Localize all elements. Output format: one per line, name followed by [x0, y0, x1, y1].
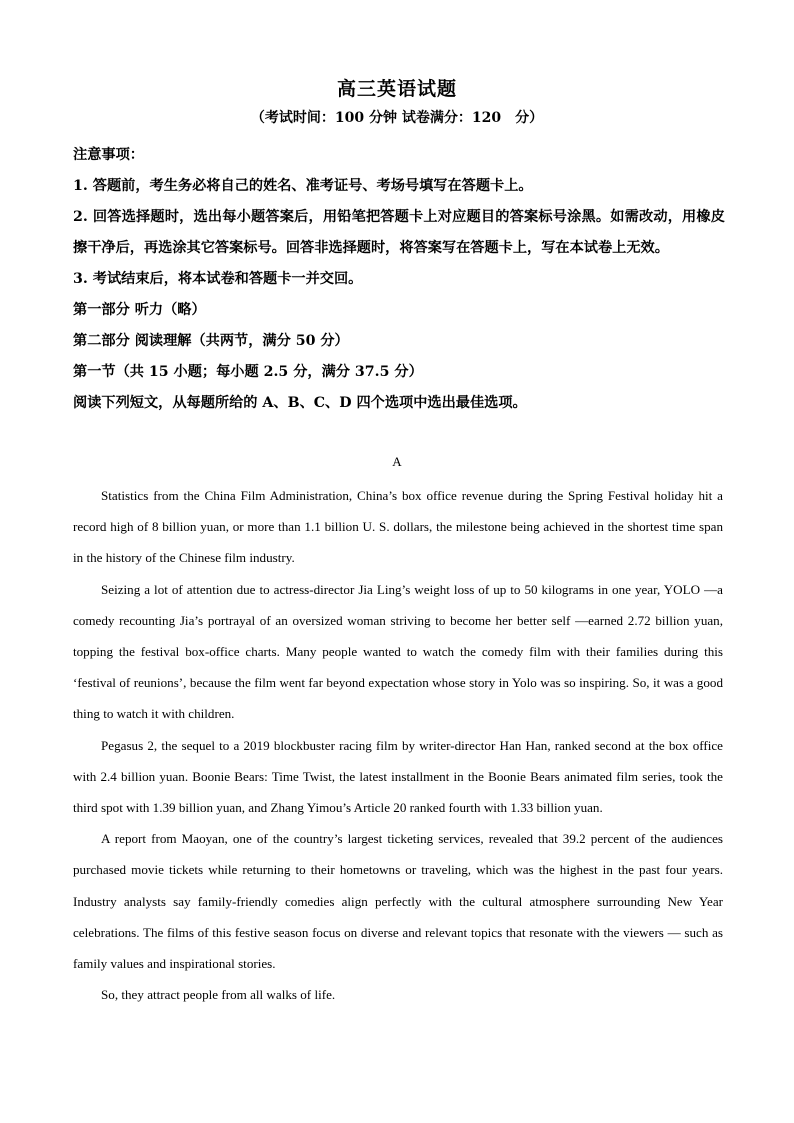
note-item-1: 1. 答题前，考生务必将自己的姓名、准考证号、考场号填写在答题卡上。 — [73, 178, 533, 194]
passage-paragraph-1: Statistics from the China Film Administration, China’s box office revenue during the Spring Festival holiday hit a record high of 8 billion yuan, or more than 1.1 billion U. S. dollars, the milestone being achieved in the shortest time span in the history of the Chinese film industry. — [73, 488, 723, 566]
part2-heading: 第二部分 阅读理解（共两节，满分 50 分） — [73, 333, 349, 349]
passage-paragraph-4: A report from Maoyan, one of the country’s largest ticketing services, revealed that 39.2 percent of the audiences purchased movie tickets while returning to their hometowns or traveling, which was the highest in the past four years. Industry analysts say family-friendly comedies align perfectly with the cultural atmosphere surrounding New Year celebrations. The films of this festive season focus on diverse and relevant topics that resonate with the viewers — such as family values and inspirational stories. — [73, 831, 723, 972]
passage-a — [73, 480, 723, 1010]
part1-heading: 第一部分 听力（略） — [73, 302, 206, 318]
notes-heading: 注意事项： — [73, 147, 144, 163]
note-item-3: 3. 考试结束后，将本试卷和答题卡一并交回。 — [73, 271, 363, 287]
exam-title: 高三英语试题 — [336, 78, 457, 100]
notes-block — [73, 140, 725, 419]
passage-paragraph-3: Pegasus 2, the sequel to a 2019 blockbuster racing film by writer-director Han Han, ranked second at the box office with 2.4 billion yuan. Boonie Bears: Time Twist, the latest installment in the Boonie Bears animated film series, took the third spot with 1.39 billion yuan, and Zhang Yimou’s Article 20 ranked fourth with 1.33 billion yuan. — [73, 737, 723, 816]
exam-subtitle: （考试时间：100 分钟 试卷满分：120 分） — [250, 110, 544, 126]
reading-instruction: 阅读下列短文，从每题所给的 A、B、C、D 四个选项中选出最佳选项。 — [73, 395, 527, 411]
passage-letter: A — [392, 454, 402, 469]
passage-paragraph-2: Seizing a lot of attention due to actress-director Jia Ling’s weight loss of up to 50 kilograms in one year, YOLO —a comedy recounting Jia’s portrayal of an oversized woman striving to become her better self —earned 2.72 billion yuan, topping the festival box-office charts. Many people wanted to watch the comedy film with their families during this ‘festival of reunions’, because the film went far beyond expectation whose story in Yolo was so inspiring. So, it was a good thing to watch it with children. — [73, 581, 723, 722]
passage-paragraph-5: So, they attract people from all walks of life. — [101, 987, 336, 1003]
note-item-2: 2. 回答选择题时，选出每小题答案后，用铅笔把答题卡上对应题目的答案标号涂黑。如需改动，用橡皮擦干净后，再选涂其它答案标号。回答非选择题时，将答案写在答题卡上，写在本试卷上无效。 — [73, 209, 725, 256]
section1-heading: 第一节（共 15 小题；每小题 2.5 分，满分 37.5 分） — [73, 364, 423, 380]
